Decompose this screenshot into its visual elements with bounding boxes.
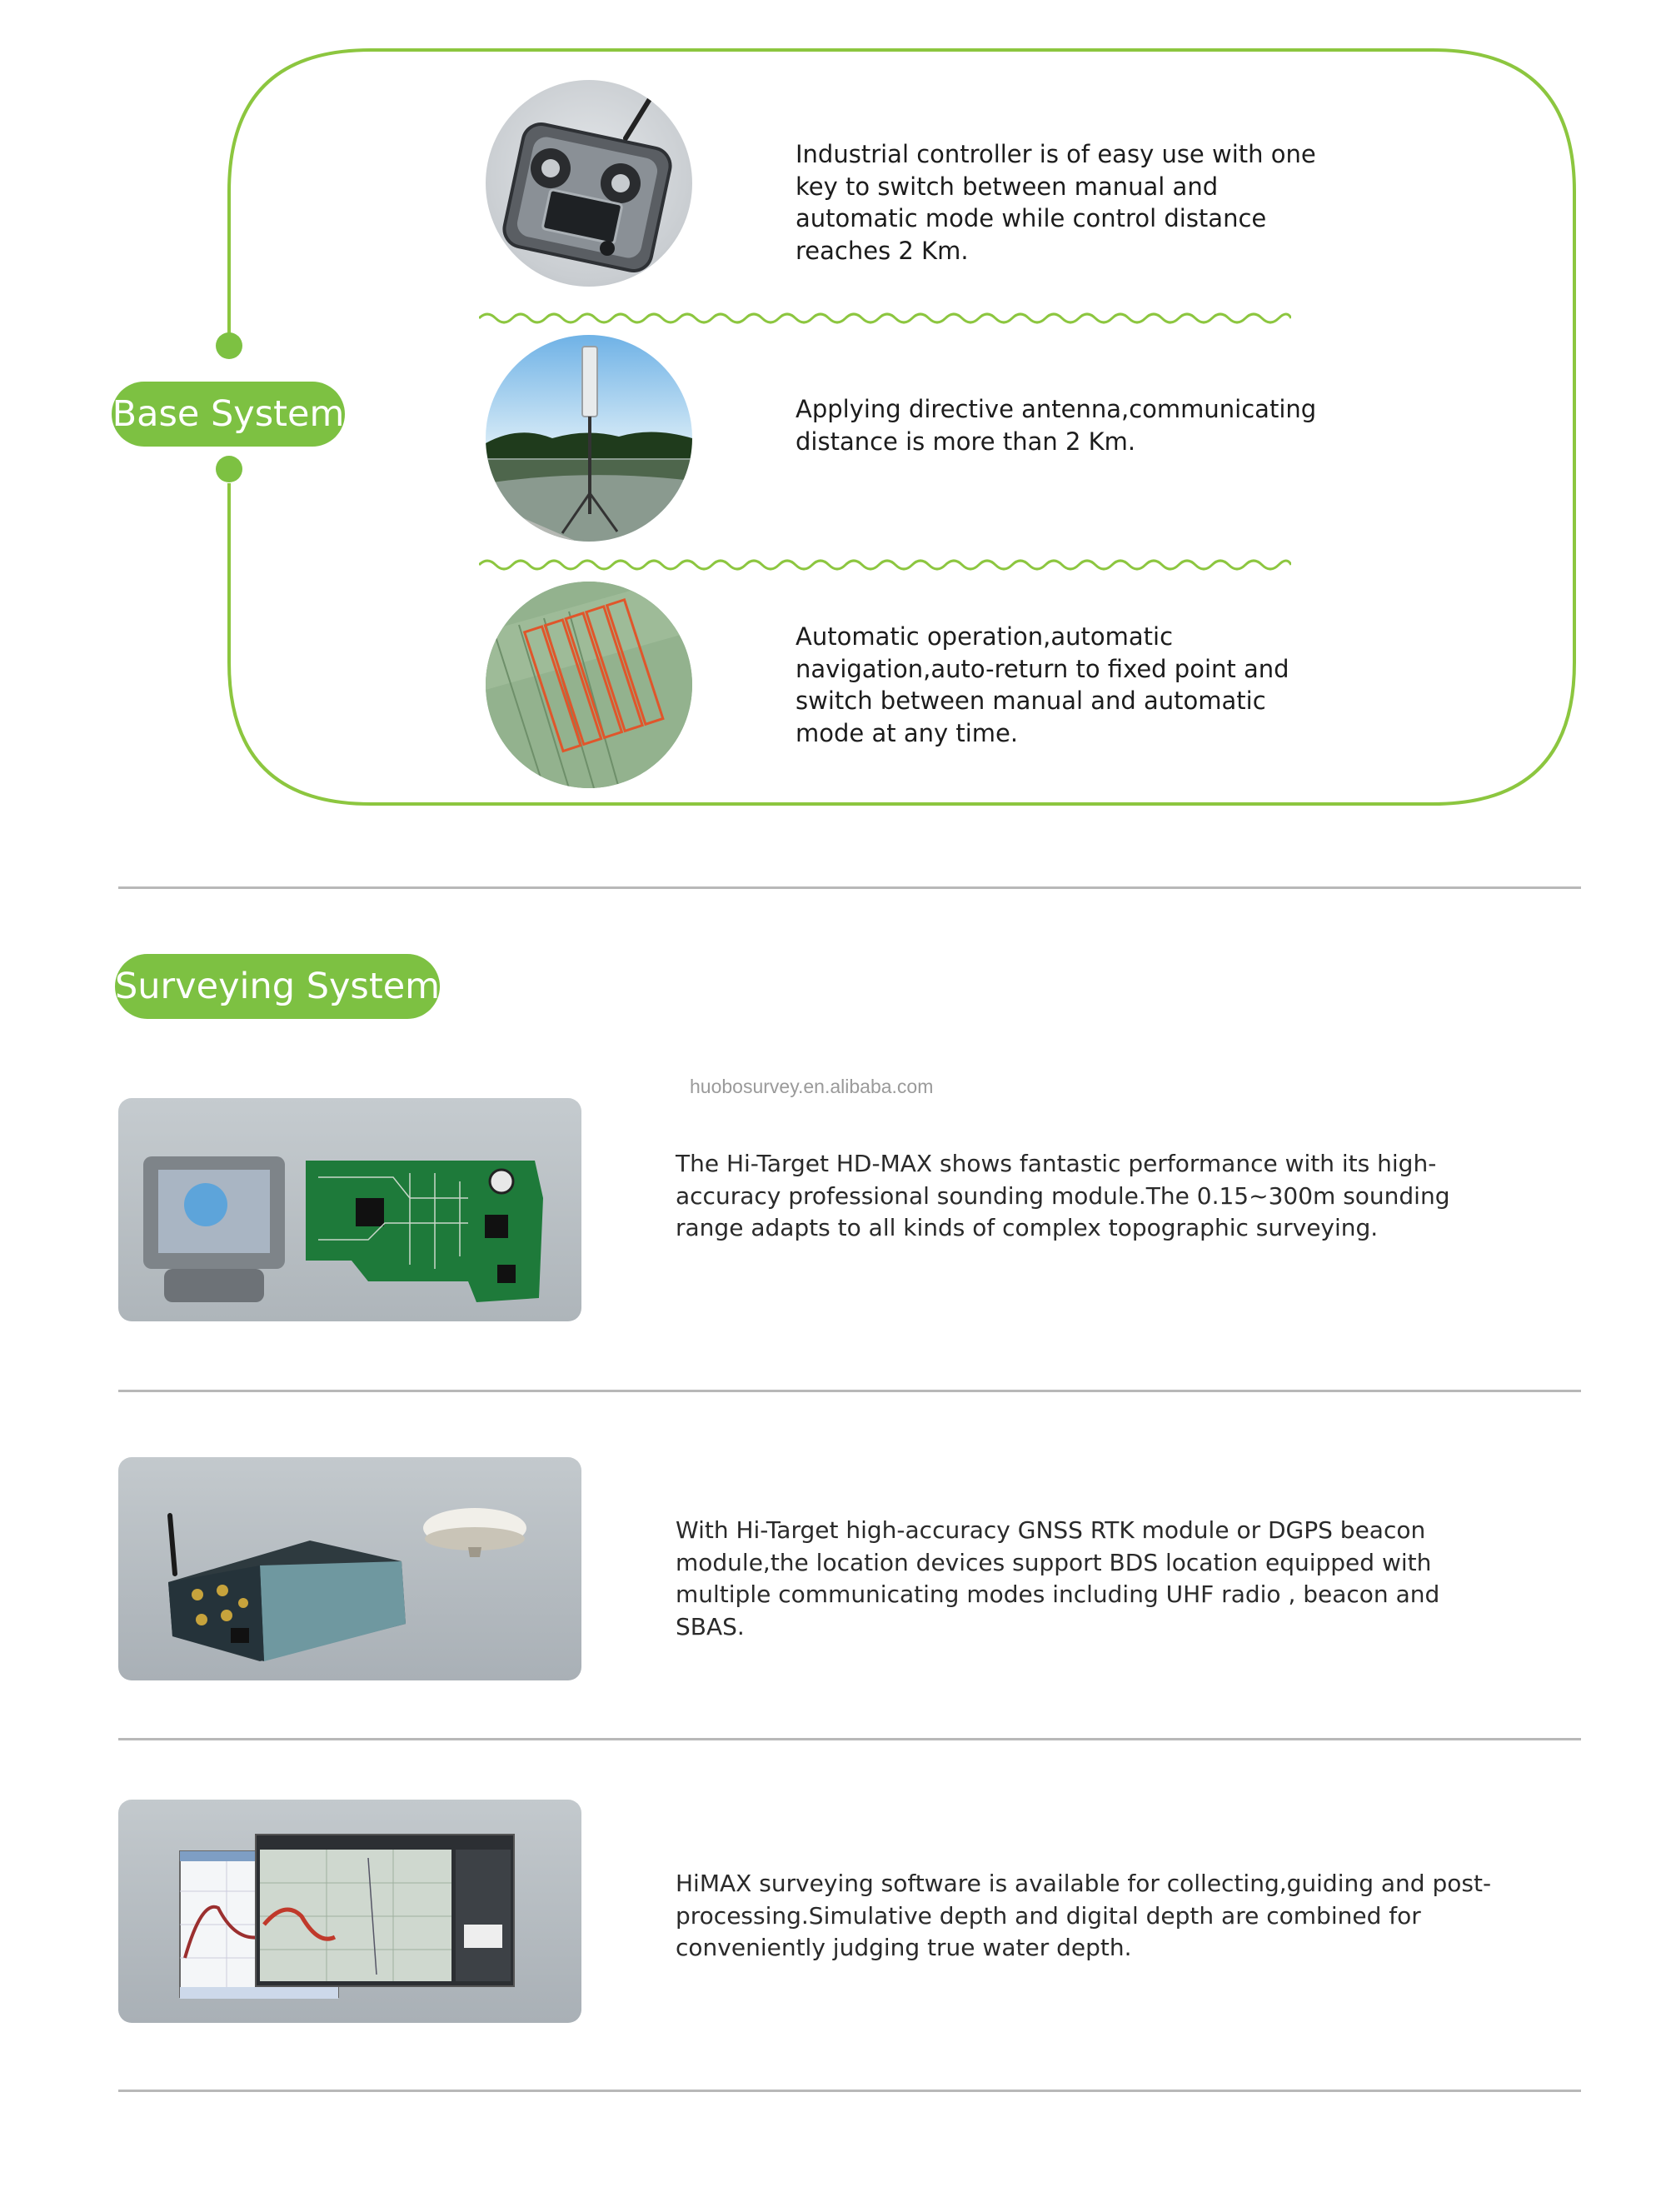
wavy-divider-2 <box>479 557 1291 573</box>
survey-item-1-text: The Hi-Target HD-MAX shows fantastic performance with its high-accuracy professional sounding module.The 0.15~300m sounding range adapts to all kinds of complex topographic surveying. <box>676 1150 1450 1241</box>
connector-dot-top <box>216 332 242 359</box>
surveying-system-label: Surveying System <box>115 954 440 1019</box>
base-item-3-text: Automatic operation,automatic navigation,auto-return to fixed point and switch between manual and automatic mode at any time. <box>796 622 1289 747</box>
base-system-label: Base System <box>112 382 345 447</box>
section-divider <box>118 886 1581 889</box>
survey-item-3-text: HiMAX surveying software is available for collecting,guiding and post-processing.Simulative depth and digital depth are combined for conveniently judging true water depth. <box>676 1870 1492 1961</box>
base-item-2-text: Applying directive antenna,communicating distance is more than 2 Km. <box>796 395 1317 456</box>
himax-software-image <box>118 1800 581 2023</box>
item-divider-3 <box>118 2090 1581 2092</box>
echo-sounder-image <box>118 1098 581 1321</box>
watermark-text: huobosurvey.en.alibaba.com <box>690 1076 934 1097</box>
directive-antenna-image <box>486 335 692 542</box>
wavy-divider-1 <box>479 310 1291 327</box>
connector-dot-bottom <box>216 456 242 482</box>
item-divider-1 <box>118 1390 1581 1392</box>
item-divider-2 <box>118 1738 1581 1740</box>
survey-item-2-text: With Hi-Target high-accuracy GNSS RTK module or DGPS beacon module,the location devices support BDS location equipped with multiple communicating modes including UHF radio , beacon and SBAS. <box>676 1516 1440 1640</box>
rc-transmitter-image <box>486 80 692 287</box>
base-item-1-text: Industrial controller is of easy use with one key to switch between manual and automatic mode while control distance reaches 2 Km. <box>796 140 1316 265</box>
survey-route-map-image <box>486 582 692 788</box>
gnss-receiver-image <box>118 1457 581 1680</box>
